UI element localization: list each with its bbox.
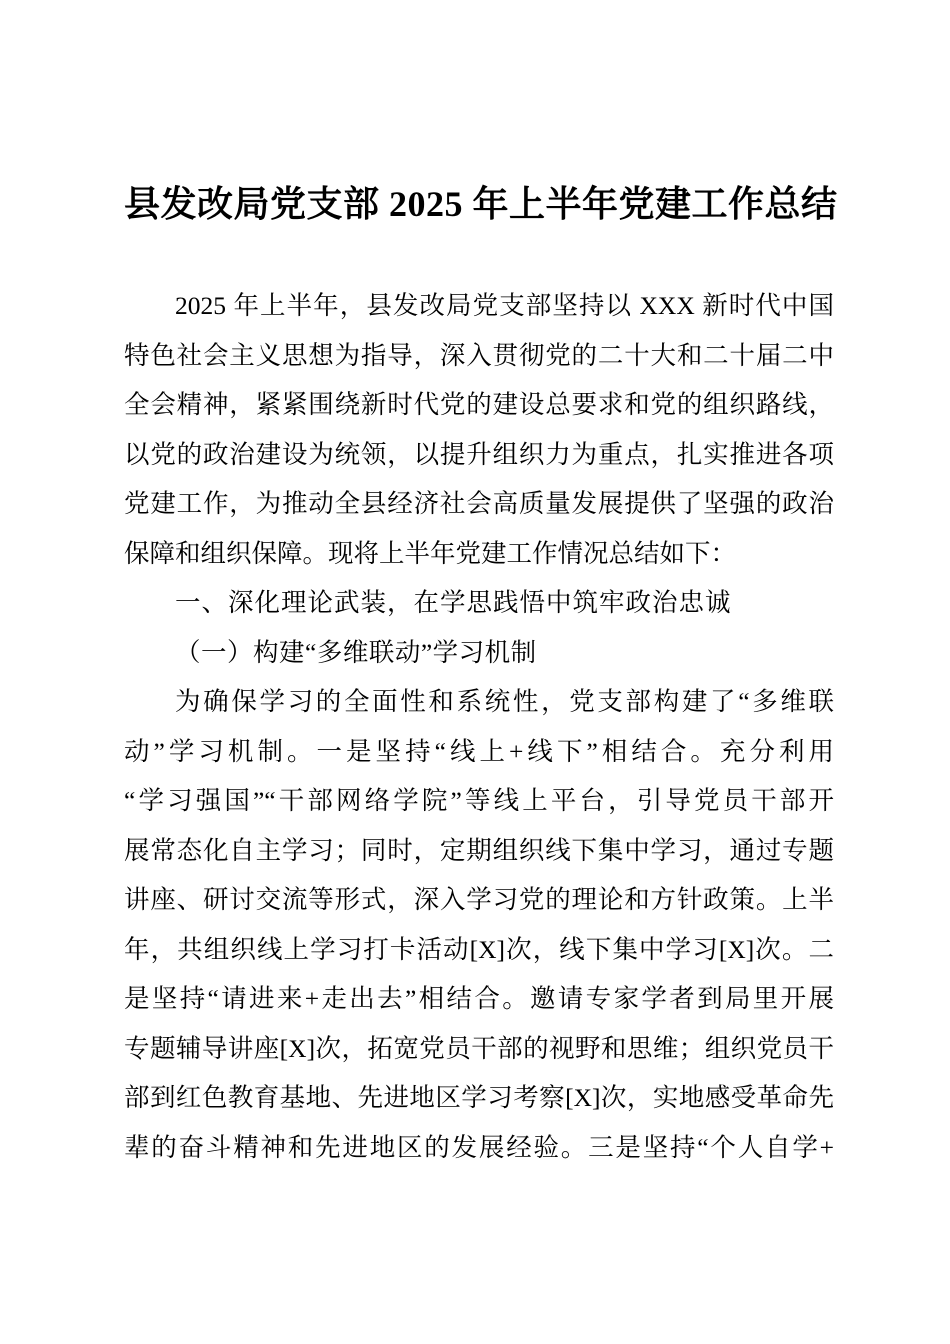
opening-paragraph-line: 全会精神，紧紧围绕新时代党的建设总要求和党的组织路线， <box>124 390 834 419</box>
paragraph-1-1-line: 动”学习机制。一是坚持“线上+线下”相结合。充分利用 <box>124 736 834 766</box>
paragraph-1-1-line: 年，共组织线上学习打卡活动[X]次，线下集中学习[X]次。二 <box>124 934 834 964</box>
opening-paragraph-line: 党建工作，为推动全县经济社会高质量发展提供了坚强的政治 <box>124 489 834 518</box>
paragraph-1-1-line: 专题辅导讲座[X]次，拓宽党员干部的视野和思维；组织党员干 <box>124 1033 834 1063</box>
document-title: 县发改局党支部 2025 年上半年党建工作总结 <box>124 184 838 224</box>
opening-paragraph-line: 2025 年上半年，县发改局党支部坚持以 XXX 新时代中国 <box>175 291 834 320</box>
subsection-heading-1-1-line: （一）构建“多维联动”学习机制 <box>175 637 537 667</box>
paragraph-1-1-line: 展常态化自主学习；同时，定期组织线下集中学习，通过专题 <box>124 835 834 865</box>
opening-paragraph-line: 保障和组织保障。现将上半年党建工作情况总结如下： <box>124 538 737 568</box>
paragraph-1-1-line: 是坚持“请进来+走出去”相结合。邀请专家学者到局里开展 <box>124 984 834 1013</box>
paragraph-1-1-line: “学习强国”“干部网络学院”等线上平台，引导党员干部开 <box>124 786 834 815</box>
section-heading-1-line: 一、深化理论武装，在学思践悟中筑牢政治忠诚 <box>175 588 732 617</box>
paragraph-1-1-line: 部到红色教育基地、先进地区学习考察[X]次，实地感受革命先 <box>124 1083 834 1112</box>
paragraph-1-1-line: 辈的奋斗精神和先进地区的发展经验。三是坚持“个人自学+ <box>124 1132 834 1162</box>
paragraph-1-1-line: 讲座、研讨交流等形式，深入学习党的理论和方针政策。上半 <box>124 885 834 914</box>
opening-paragraph-line: 以党的政治建设为统领，以提升组织力为重点，扎实推进各项 <box>124 439 834 469</box>
document-body <box>124 281 834 1172</box>
opening-paragraph-line: 特色社会主义思想为指导，深入贯彻党的二十大和二十届二中 <box>124 340 834 370</box>
paragraph-1-1-line: 为确保学习的全面性和系统性，党支部构建了“多维联 <box>175 687 834 716</box>
